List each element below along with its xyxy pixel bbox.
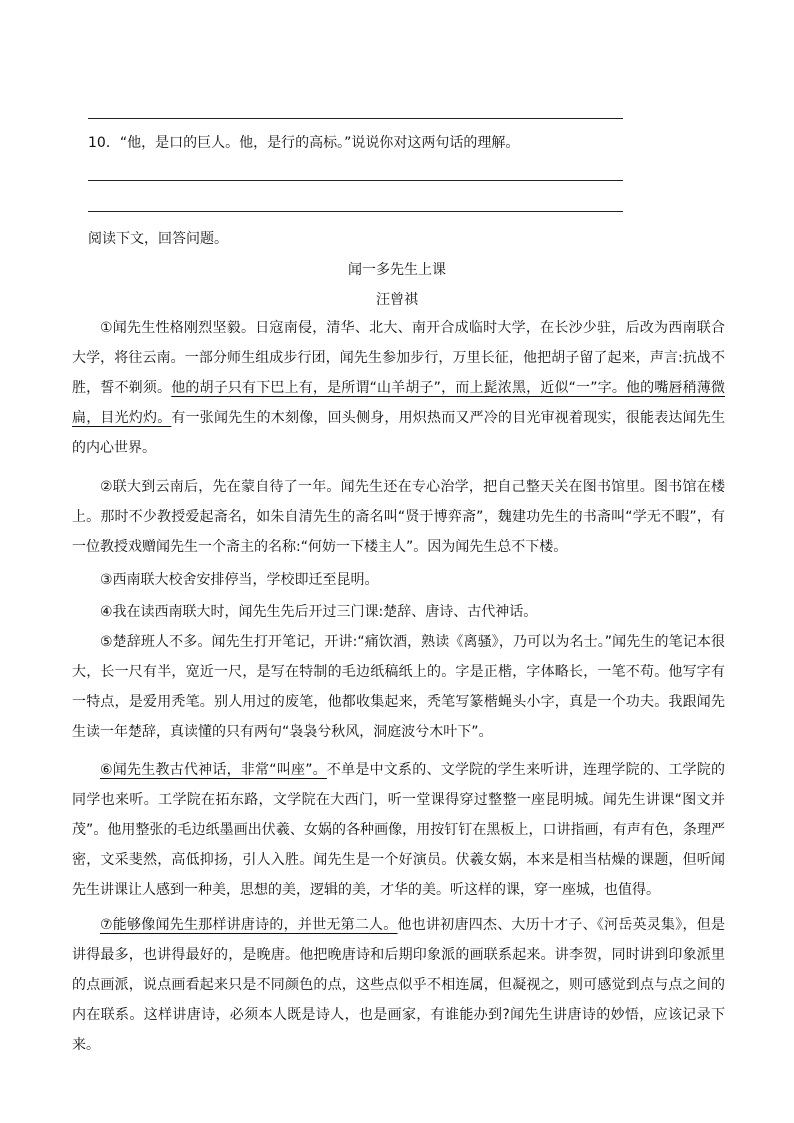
paragraph-2: ②联大到云南后，先在蒙自待了一年。闻先生还在专心治学，把自己整天关在图书馆里。图书馆在楼上。那时不少教授爱起斋名，如朱自清先生的斋名叫“贤于博弈斋”，魏建功先生的书斋叫“学无不暇”，有一位教授戏赠闻先生一个斋主的名称:“何妨一下楼主人”。因为闻先生总不下楼。 xyxy=(72,479,725,555)
paragraph-6: ⑥闻先生教古代神话，非常“叫座”。不单是中文系的、文学院的学生来听讲，连理学院的、工学院的同学也来听。工学院在拓东路，文学院在大西门，听一堂课得穿过整整一座昆明城。闻先生讲课“图文并茂”。他用整张的毛边纸墨画出伏羲、女娲的各种画像，用按钉钉在黑板上，口讲指画，有声有色，条理严密，文采斐然，高低抑扬，引人入胜。闻先生是一个好演员。伏羲女娲，本来是相当枯燥的课题，但听闻先生讲课让人感到一种美，思想的美，逻辑的美，才华的美。听这样的课，穿一座城，也值得。 xyxy=(72,762,726,898)
reading-instruction: 阅读下文，回答问题。 xyxy=(88,231,228,247)
article-title: 闻一多先生上课 xyxy=(348,262,446,278)
paragraph-7: ⑦能够像闻先生那样讲唐诗的，并世无第二人。他也讲初唐四杰、大历十才子、《河岳英灵集》，但是讲得最多，也讲得最好的，是晚唐。他把晚唐诗和后期印象派的画联系起来。讲李贺，同时讲到印象派里的点画派，说点画看起来只是不同颜色的点，这些点似乎不相连属，但凝视之，则可感觉到点与点之间的内在联系。这样讲唐诗，必须本人既是诗人，也是画家，有谁能办到?闻先生讲唐诗的妙悟，应该记录下来。 xyxy=(72,917,725,1053)
paragraph-4: ④我在读西南联大时，闻先生先后开过三门课:楚辞、唐诗、古代神话。 xyxy=(100,604,538,620)
underlined-sentence: ⑦能够像闻先生那样讲唐诗的，并世无第二人。 xyxy=(100,917,398,933)
paragraph-1: ①闻先生性格刚烈坚毅。日寇南侵，清华、北大、南开合成临时大学，在长沙少驻，后改为西南联合大学，将往云南。一部分师生组成步行团，闻先生参加步行，万里长征，他把胡子留了起来，声言:抗战不胜，誓不剃须。他的胡子只有下巴上有，是所谓“山羊胡子”，而上髭浓黑，近似“一”字。他的嘴唇稍薄微扁，目光灼灼。有一张闻先生的木刻像，回头侧身，用炽热而又严冷的目光审视着现实，很能表达闻先生的内心世界。 xyxy=(72,320,726,456)
article-author: 汪曾祺 xyxy=(376,292,418,308)
underlined-sentence: 他的胡子只有下巴上有，是所谓“山羊胡子”，而上髭浓黑，近似“一”字。他的嘴唇稍薄微扁，目光灼灼。 xyxy=(72,380,726,426)
underlined-sentence: ⑥闻先生教古代神话，非常“叫座”。 xyxy=(100,762,327,778)
answer-line xyxy=(88,118,623,119)
answer-line xyxy=(88,180,623,181)
paragraph-5: ⑤楚辞班人不多。闻先生打开笔记，开讲:“痛饮酒，熟读《离骚》，乃可以为名士。”闻先生的笔记本很大，长一尺有半，宽近一尺，是写在特制的毛边纸稿纸上的。字是正楷，字体略长，一笔不苟。他写字有一特点，是爱用秃笔。别人用过的废笔，他都收集起来，秃笔写篆楷蝇头小字，真是一个功夫。我跟闻先生读一年楚辞，真读懂的只有两句“袅袅兮秋风，洞庭波兮木叶下”。 xyxy=(72,634,725,740)
answer-line xyxy=(88,211,623,212)
paragraph-3: ③西南联大校舍安排停当，学校即迁至昆明。 xyxy=(100,572,379,588)
question-10: 10．“他，是口的巨人。他，是行的高标。”说说你对这两句话的理解。 xyxy=(88,135,520,151)
